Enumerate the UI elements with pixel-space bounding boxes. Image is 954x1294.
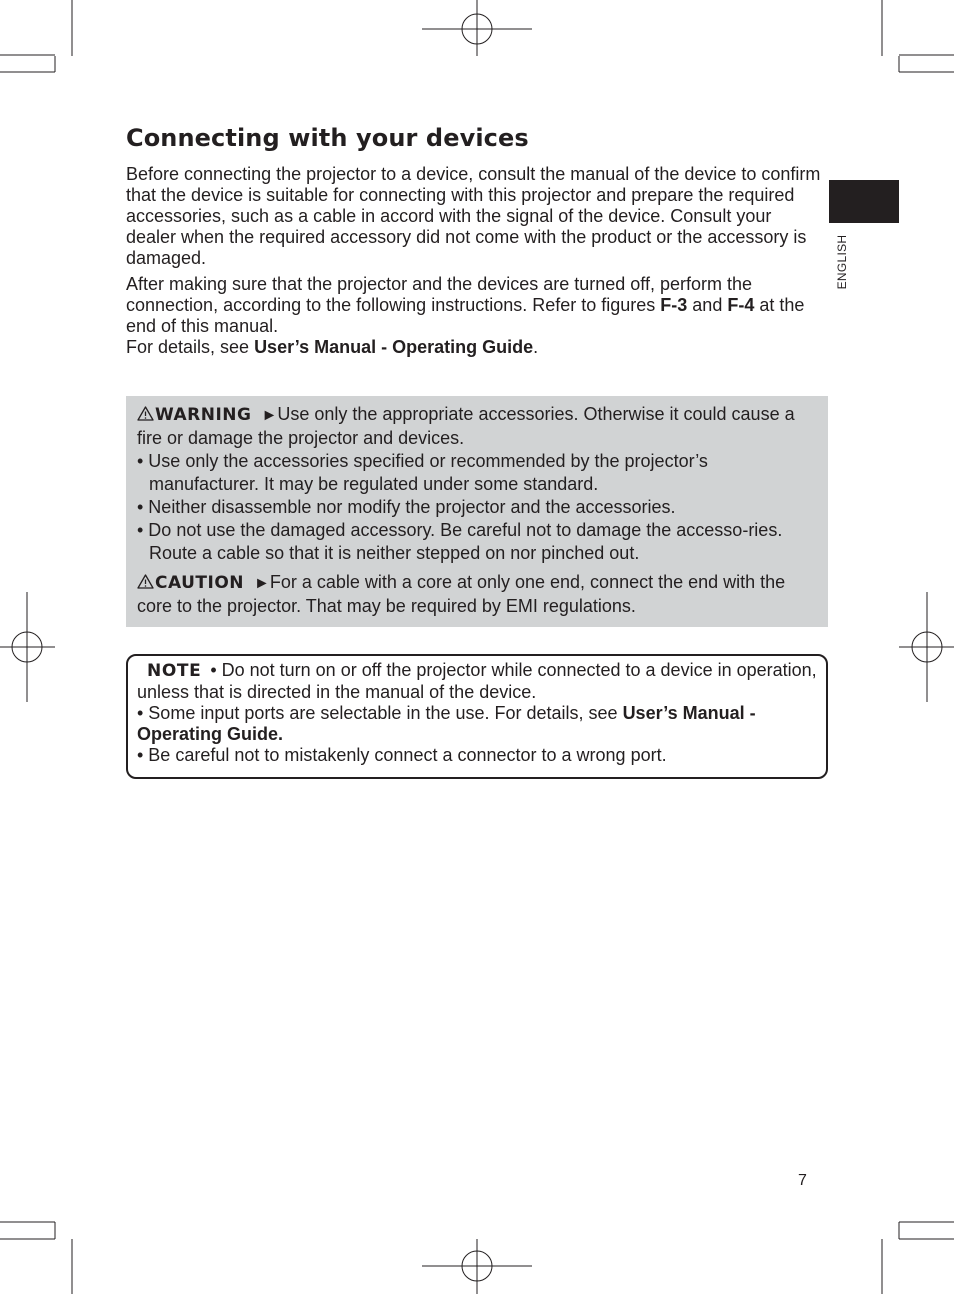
intro-paragraph-3 [126,337,826,358]
warning-bullet: • Neither disassemble nor modify the projector and the accessories. [137,497,676,517]
warning-paragraph [137,403,817,450]
note-line-1 [137,660,817,703]
warning-bullet: • Use only the accessories specified or recommended by the projector’s manufacturer. It may be regulated under some standard. [137,451,708,494]
arrow-icon: ► [261,407,278,424]
warning-text: Use only the appropriate accessories. Otherwise it could cause a fire or damage the projector and devices. [137,404,795,448]
note-line-3: • Be careful not to mistakenly connect a connector to a wrong port. [137,745,667,765]
note-line-2 [137,703,817,745]
figure-ref-f3: F-3 [660,295,688,315]
note-text: • Some input ports are selectable in the use. For details, see [137,703,623,723]
caution-text: For a cable with a core at only one end, connect the end with the core to the projector. That may be required by EMI regulations. [137,572,786,616]
note-label: NOTE [147,661,202,681]
warning-triangle-icon [137,406,154,421]
caution-triangle-icon [137,574,154,589]
warning-label: WARNING [155,405,252,425]
figure-ref-f4: F-4 [727,295,755,315]
page-number: 7 [798,1172,807,1189]
caution-label: CAUTION [155,573,245,593]
caution-paragraph [137,571,817,618]
note-text: • Do not turn on or off the projector while connected to a device in operation, unless that is directed in the manual of the device. [137,660,817,702]
intro-paragraph-1: Before connecting the projector to a device, consult the manual of the device to confirm that the device is suitable for connecting with this projector and prepare the required accessories, such as a cable in accord with the signal of the device. Consult your dealer when the required accessory did not come with the product or the accessory is damaged. [126,164,821,268]
intro-text: at the end of this manual. [126,295,805,336]
intro-text: After making sure that the projector and the devices are turned off, perform the connection, according to the following instructions. Refer to figures [126,274,753,315]
intro-text: . [533,337,539,357]
note-box [126,654,828,779]
guide-reference: User’s Manual - Operating Guide. [137,703,756,744]
language-tab [829,180,899,223]
guide-reference: User’s Manual - Operating Guide [254,337,534,357]
intro-text: and [687,295,728,315]
warning-box [126,396,828,627]
intro-text: For details, see [126,337,255,357]
intro-paragraph-2 [126,274,826,337]
arrow-icon: ► [254,575,270,592]
intro-section [126,164,826,358]
warning-bullet: • Do not use the damaged accessory. Be careful not to damage the accesso-ries. Route a cable so that it is neither stepped on nor pinched out. [137,520,783,563]
page-title: Connecting with your devices [126,124,529,152]
language-label: ENGLISH [835,234,849,290]
